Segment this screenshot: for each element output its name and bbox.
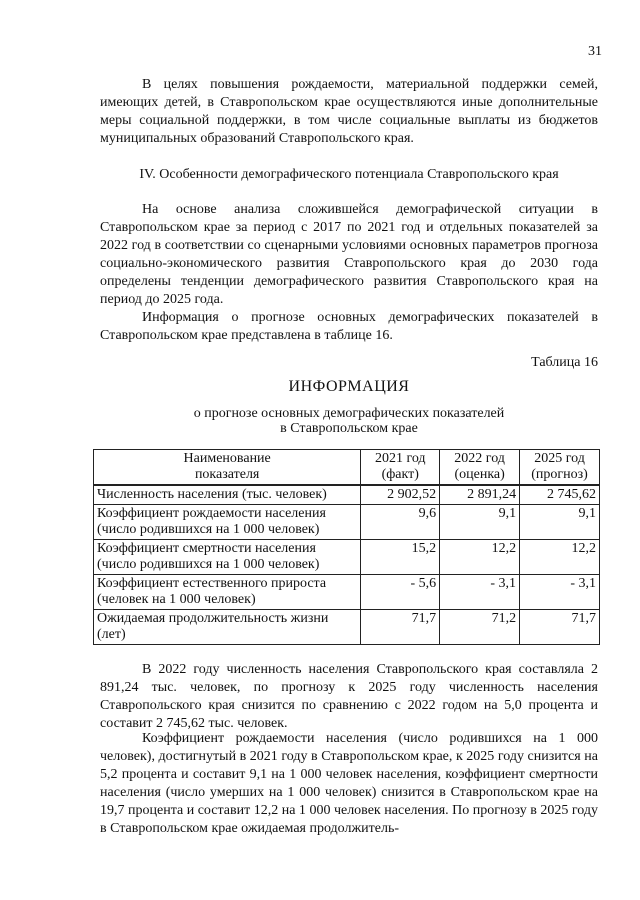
value-2025: 12,2 [520, 540, 600, 575]
table-row [94, 610, 600, 645]
value-2021: 9,6 [361, 505, 440, 540]
body-before-table [100, 201, 598, 345]
header-indicator: Наименование показателя [94, 450, 361, 486]
table-row [94, 540, 600, 575]
indicator-name: Коэффициент рождаемости населения (число родившихся на 1 000 человек) [94, 505, 361, 540]
table-title: ИНФОРМАЦИЯ [288, 378, 410, 395]
paragraph-birth-death-rates: Коэффициент рождаемости населения (число родившихся на 1 000 человек), достигнутый в 2021 году в Ставропольском крае, к 2025 году снизится на 5,2 процента и составит 9,1 на 1 000 человек населения, коэффициент смертности населения (число умерших на 1 000 человек) снизится в Ставропольском крае на 19,7 процента и составит 12,2 на 1 000 человек населения. По прогнозу в 2025 году в Ставропольском крае ожидаемая продолжитель- [100, 731, 598, 836]
intro-text: В целях повышения рождаемости, материальной поддержки семей, имеющих детей, в Ставропольском крае осуществляются иные дополнительные меры социальной поддержки, в том числе социальные выплаты из бюджетов муниципальных образований Ставропольского края. [100, 77, 598, 146]
value-2022: 12,2 [440, 540, 520, 575]
value-2021: 71,7 [361, 610, 440, 645]
header-2021: 2021 год (факт) [361, 450, 440, 486]
intro-paragraph [100, 76, 598, 148]
value-2022: 71,2 [440, 610, 520, 645]
body-after-table-1 [100, 661, 598, 733]
table-label: Таблица 16 [531, 355, 598, 370]
header-2025: 2025 год (прогноз) [520, 450, 600, 486]
table-header-row [94, 450, 600, 486]
value-2025: - 3,1 [520, 575, 600, 610]
value-2022: 2 891,24 [440, 485, 520, 505]
table-row [94, 505, 600, 540]
table-subtitle-line: о прогнозе основных демографических показателей [193, 406, 505, 421]
value-2025: 2 745,62 [520, 485, 600, 505]
value-2022: - 3,1 [440, 575, 520, 610]
value-2022: 9,1 [440, 505, 520, 540]
indicator-name: Коэффициент смертности населения (число родившихся на 1 000 человек) [94, 540, 361, 575]
page-number: 31 [588, 44, 602, 59]
demographic-forecast-table [93, 449, 600, 645]
indicator-name: Численность населения (тыс. человек) [94, 485, 361, 505]
paragraph-analysis: На основе анализа сложившейся демографической ситуации в Ставропольском крае за период с 2017 по 2021 год и отдельных показателей за 2022 год в соответствии со сценарными условиями основных параметров прогноза социально-экономического развития Ставропольского края до 2030 года определены тенденции демографического развития Ставропольского края на период до 2025 года. [100, 202, 598, 307]
table-subtitle-line: в Ставропольском крае [280, 421, 418, 436]
value-2021: - 5,6 [361, 575, 440, 610]
indicator-name: Коэффициент естественного прироста (человек на 1 000 человек) [94, 575, 361, 610]
value-2021: 15,2 [361, 540, 440, 575]
header-2022: 2022 год (оценка) [440, 450, 520, 486]
paragraph-table-reference: Информация о прогнозе основных демографических показателей в Ставропольском крае представлена в таблице 16. [100, 310, 598, 343]
value-2021: 2 902,52 [361, 485, 440, 505]
value-2025: 9,1 [520, 505, 600, 540]
table-row [94, 485, 600, 505]
value-2025: 71,7 [520, 610, 600, 645]
indicator-name: Ожидаемая продолжительность жизни (лет) [94, 610, 361, 645]
table-row [94, 575, 600, 610]
body-after-table-2 [100, 730, 598, 838]
table-subtitle [100, 406, 598, 436]
paragraph-population: В 2022 году численность населения Ставропольского края составляла 2 891,24 тыс. человек, по прогнозу к 2025 году численность населения Ставропольского края снизится по сравнению с 2022 годом на 5,0 процента и составит 2 745,62 тыс. человек. [100, 662, 598, 731]
section-heading: IV. Особенности демографического потенциала Ставропольского края [139, 167, 559, 182]
